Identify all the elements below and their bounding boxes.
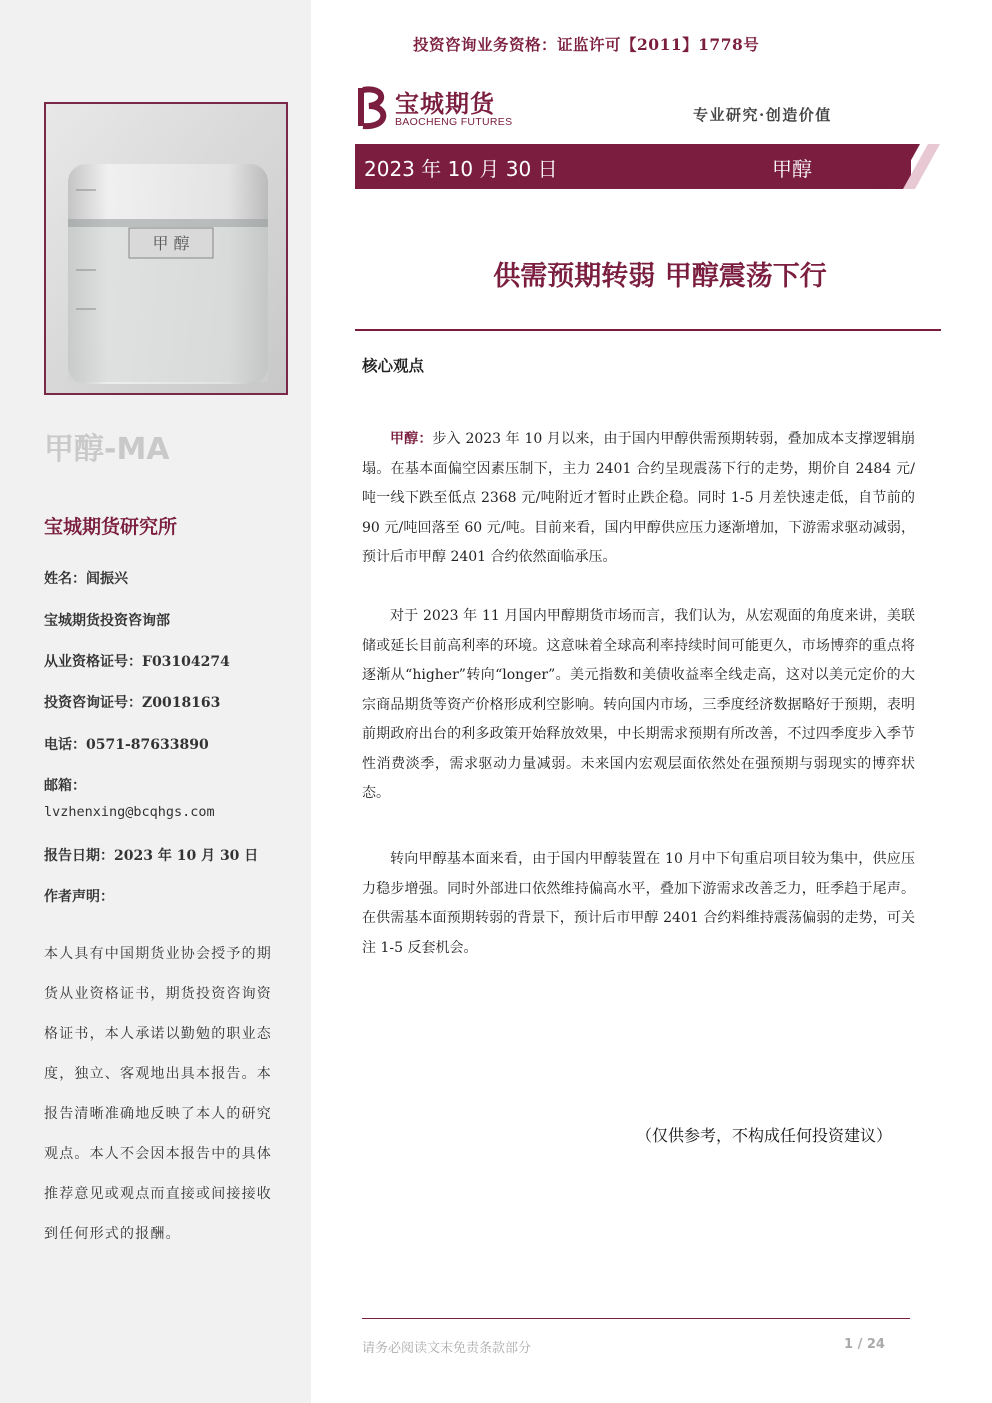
photo-label: 甲 醇 <box>152 234 190 253</box>
report-date-banner: 2023 年 10 月 30 日 <box>364 157 558 181</box>
product-banner: 甲醇 <box>772 157 812 181</box>
logo-text-cn: 宝城期货 <box>395 90 495 118</box>
statement-label: 作者声明： <box>44 889 114 905</box>
footer-note: 请务必阅读文末免责条款部分 <box>362 1341 532 1356</box>
footer-divider <box>362 1318 910 1319</box>
report-date: 报告日期：2023 年 10 月 30 日 <box>44 848 259 864</box>
company-logo <box>355 84 525 132</box>
department: 宝城期货投资咨询部 <box>44 613 170 629</box>
institute-name: 宝城期货研究所 <box>44 516 178 538</box>
qualification-cert: 从业资格证号：F03104274 <box>44 654 230 670</box>
paragraph-1-text: 步入 2023 年 10 月以来，由于国内甲醇供需预期转弱，叠加成本支撑逻辑崩塌。在基本面偏空因素压制下，主力 2401 合约呈现震荡下行的走势，期价自 2484 元/吨一线下跌至低点 2368 元/吨附近才暂时止跌企稳。同时 1-5 月差快速走低，自节前的 90 元/吨回落至 60 元/吨。目前来看，国内甲醇供应压力逐渐增加，下游需求驱动减弱，预计后市甲醇 2401 合约依然面临承压。 <box>362 431 915 565</box>
logo-mark-icon <box>355 84 391 130</box>
phone: 电话：0571-87633890 <box>44 737 209 753</box>
author-statement: 本人具有中国期货业协会授予的期货从业资格证书，期货投资咨询资格证书，本人承诺以勤勉的职业态度，独立、客观地出具本报告。本报告清晰准确地反映了本人的研究观点。本人不会因本报告中的具体推荐意见或观点而直接或间接接收到任何形式的报酬。 <box>44 946 272 1242</box>
paragraph-lead: 甲醇： <box>390 431 433 447</box>
page-number: 1 / 24 <box>844 1337 885 1352</box>
logo-text-en: BAOCHENG FUTURES <box>395 116 513 128</box>
slogan: 专业研究·创造价值 <box>693 106 832 124</box>
investment-disclaimer: （仅供参考，不构成任何投资建议） <box>636 1126 893 1145</box>
headline-divider <box>355 329 941 331</box>
consulting-cert: 投资咨询证号：Z0018163 <box>44 695 221 711</box>
license-line: 投资咨询业务资格：证监许可【2011】1778号 <box>413 35 760 54</box>
paragraph-1 <box>362 425 915 573</box>
paragraph-3: 转向甲醇基本面来看，由于国内甲醇装置在 10 月中下旬重启项目较为集中，供应压力稳步增强。同时外部进口依然维持偏高水平，叠加下游需求改善乏力，旺季趋于尾声。在供需基本面预期转弱的背景下，预计后市甲醇 2401 合约料维持震荡偏弱的走势，可关注 1-5 反套机会。 <box>362 851 915 956</box>
methanol-beaker-photo <box>44 102 288 395</box>
email-label: 邮箱： <box>44 778 86 794</box>
sidebar <box>0 0 311 1403</box>
report-headline: 供需预期转弱 甲醇震荡下行 <box>493 261 827 292</box>
band-stripes-icon <box>850 144 942 189</box>
email-link[interactable]: lvzhenxing@bcqhgs.com <box>44 804 215 820</box>
product-name: 甲醇-MA <box>44 432 170 467</box>
author-name: 姓名：闾振兴 <box>44 571 128 587</box>
section-title: 核心观点 <box>362 356 425 375</box>
paragraph-2: 对于 2023 年 11 月国内甲醇期货市场而言，我们认为，从宏观面的角度来讲，美联储或延长目前高利率的环境。这意味着全球高利率持续时间可能更久，市场博弈的重点将逐渐从“higher”转向“longer”。美元指数和美债收益率全线走高，这对以美元定价的大宗商品期货等资产价格形成利空影响。转向国内市场，三季度经济数据略好于预期，表明前期政府出台的利多政策开始释放效果，中长期需求预期有所改善，不过四季度步入季节性消费淡季，需求驱动力量减弱。未来国内宏观层面依然处在强预期与弱现实的博弈状态。 <box>362 608 915 801</box>
